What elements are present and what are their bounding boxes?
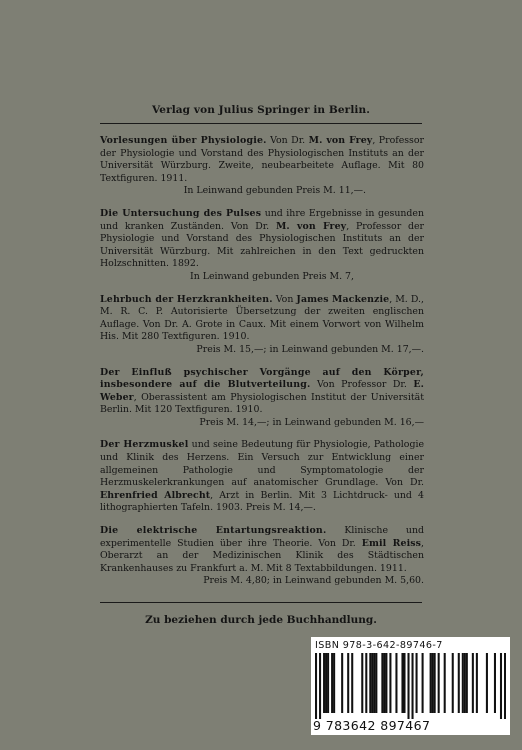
publisher-header: Verlag von Julius Springer in Berlin.	[152, 104, 370, 116]
barcode-bar	[351, 653, 353, 713]
book-title: Vorlesungen über Physiologie.	[100, 135, 267, 146]
book-price: In Leinwand gebunden Preis M. 7,	[190, 270, 354, 282]
barcode-bar	[416, 653, 418, 713]
book-description: Von	[272, 293, 297, 305]
barcode-bar	[458, 653, 460, 713]
book-description: , Professor der Physiologie und Vorstand des Physiologischen Instituts an der Universität Würzburg. Mit zahlreichen in den Text gedruckten Holzschnitten. 1892.	[100, 220, 424, 270]
book-entry	[100, 135, 424, 198]
barcode-bar	[347, 653, 349, 713]
book-description: Klinische und experimentelle Studien über ihre Theorie. Von Dr.	[100, 525, 424, 549]
book-author: M. von Frey	[308, 135, 373, 146]
book-entry	[100, 525, 424, 588]
barcode-bar	[333, 653, 335, 713]
top-rule	[100, 123, 422, 124]
barcode-digits: 9 783642 897467	[313, 718, 431, 733]
book-author: M. von Frey	[275, 220, 347, 232]
isbn-barcode-label	[311, 637, 510, 735]
barcode-bar	[381, 653, 383, 713]
book-title: Lehrbuch der Herzkrankheiten.	[100, 293, 273, 305]
barcode-bar	[438, 653, 440, 713]
bottom-rule	[100, 602, 422, 603]
barcode-bar	[462, 653, 464, 713]
barcode-bar	[361, 653, 363, 713]
barcode-bar	[434, 653, 436, 713]
book-description: , Oberassistent am Physiologischen Institut der Universität Berlin. Mit 120 Textfiguren. 1910.	[100, 391, 424, 416]
barcode-bar	[494, 653, 496, 713]
book-title: Der Einfluß psychischer Vorgänge auf den Körper, insbesondere auf die Blutverteilung.	[100, 366, 424, 391]
book-author: James Mackenzie	[296, 293, 390, 305]
barcode-bar	[422, 653, 424, 713]
book-price: Preis M. 14,—; in Leinwand gebunden M. 16,—	[199, 416, 424, 428]
barcode-bar	[365, 653, 367, 713]
barcode-bar	[412, 653, 414, 719]
book-entry	[100, 367, 424, 430]
book-author: Ehrenfried Albrecht	[100, 489, 211, 501]
book-price: In Leinwand gebunden Preis M. 11,—.	[183, 185, 366, 197]
barcode-bar	[464, 653, 466, 713]
barcode-bar	[472, 653, 474, 713]
book-description: , Oberarzt an der Medizinischen Klinik des Städtischen Krankenhauses zu Frankfurt a. M. Mit 8 Textabbildungen. 1911.	[100, 537, 424, 574]
barcode-bar	[504, 653, 506, 719]
barcode-bar	[325, 653, 327, 713]
barcode-bar	[466, 653, 468, 713]
book-author: Emil Reiss	[361, 537, 422, 549]
barcode-bar	[375, 653, 377, 713]
barcode-bar	[389, 653, 391, 713]
barcode-bar	[395, 653, 397, 713]
book-price: Preis M. 15,—; in Leinwand gebunden M. 17,—.	[196, 343, 424, 355]
barcode-bar	[369, 653, 371, 713]
book-description: Von Dr.	[266, 135, 309, 146]
book-author: E. Weber	[100, 379, 424, 403]
barcode-bar	[444, 653, 446, 713]
barcode-bar	[432, 653, 434, 713]
barcode-bar	[385, 653, 387, 713]
barcode-image	[315, 653, 506, 719]
barcode-bar	[341, 653, 343, 713]
isbn-number: ISBN 978-3-642-89746-7	[315, 640, 443, 651]
barcode-bar	[401, 653, 403, 713]
barcode-bar	[407, 653, 409, 719]
barcode-bar	[403, 653, 405, 713]
book-price: Preis M. 4,80; in Leinwand gebunden M. 5,60.	[203, 575, 424, 587]
book-entry	[100, 208, 424, 284]
book-title: Die Untersuchung des Pulses	[100, 207, 262, 219]
barcode-bar	[331, 653, 333, 713]
barcode-bar	[319, 653, 321, 719]
barcode-bar	[371, 653, 373, 713]
barcode-bar	[373, 653, 375, 713]
book-description: und ihre Ergebnisse in gesunden und kranken Zuständen. Von Dr.	[100, 207, 424, 232]
book-description: , Arzt in Berlin. Mit 3 Lichtdruck- und 4 lithographierten Tafeln. 1903. Preis M. 14,—.	[100, 489, 424, 514]
footer-note: Zu beziehen durch jede Buchhandlung.	[145, 614, 377, 626]
barcode-bar	[315, 653, 317, 719]
barcode-bar	[327, 653, 329, 713]
barcode-bar	[452, 653, 454, 713]
book-description: , M. D., M. R. C. P. Autorisierte Übersetzung der zweiten englischen Auflage. Von Dr. A. Grote in Caux. Mit einem Vorwort von Wilhelm His. Mit 280 Textfiguren. 1910.	[100, 293, 424, 343]
barcode-bar	[323, 653, 325, 713]
book-entry	[100, 439, 424, 515]
book-description: Von Professor Dr.	[310, 379, 414, 391]
book-entry	[100, 294, 424, 357]
book-title: Die elektrische Entartungsreaktion.	[100, 525, 327, 537]
book-list	[100, 135, 424, 588]
barcode-bar	[500, 653, 502, 719]
barcode-bar	[383, 653, 385, 713]
book-description: , Professor der Physiologie und Vorstand des Physiologischen Instituts an der Universität Würzburg. Zweite, neubearbeitete Auflage. Mit 80 Textfiguren. 1911.	[100, 135, 424, 184]
barcode-bar	[476, 653, 478, 713]
book-description: und seine Bedeutung für Physiologie, Pathologie und Klinik des Herzens. Ein Versuch zur Entwicklung einer allgemeinen Pathologie und Symptomatologie der Herzmuskelerkrankungen auf anatomischer Grundlage. Von Dr.	[100, 439, 424, 489]
book-title: Der Herzmuskel	[100, 439, 189, 451]
barcode-bar	[430, 653, 432, 713]
barcode-bar	[486, 653, 488, 713]
